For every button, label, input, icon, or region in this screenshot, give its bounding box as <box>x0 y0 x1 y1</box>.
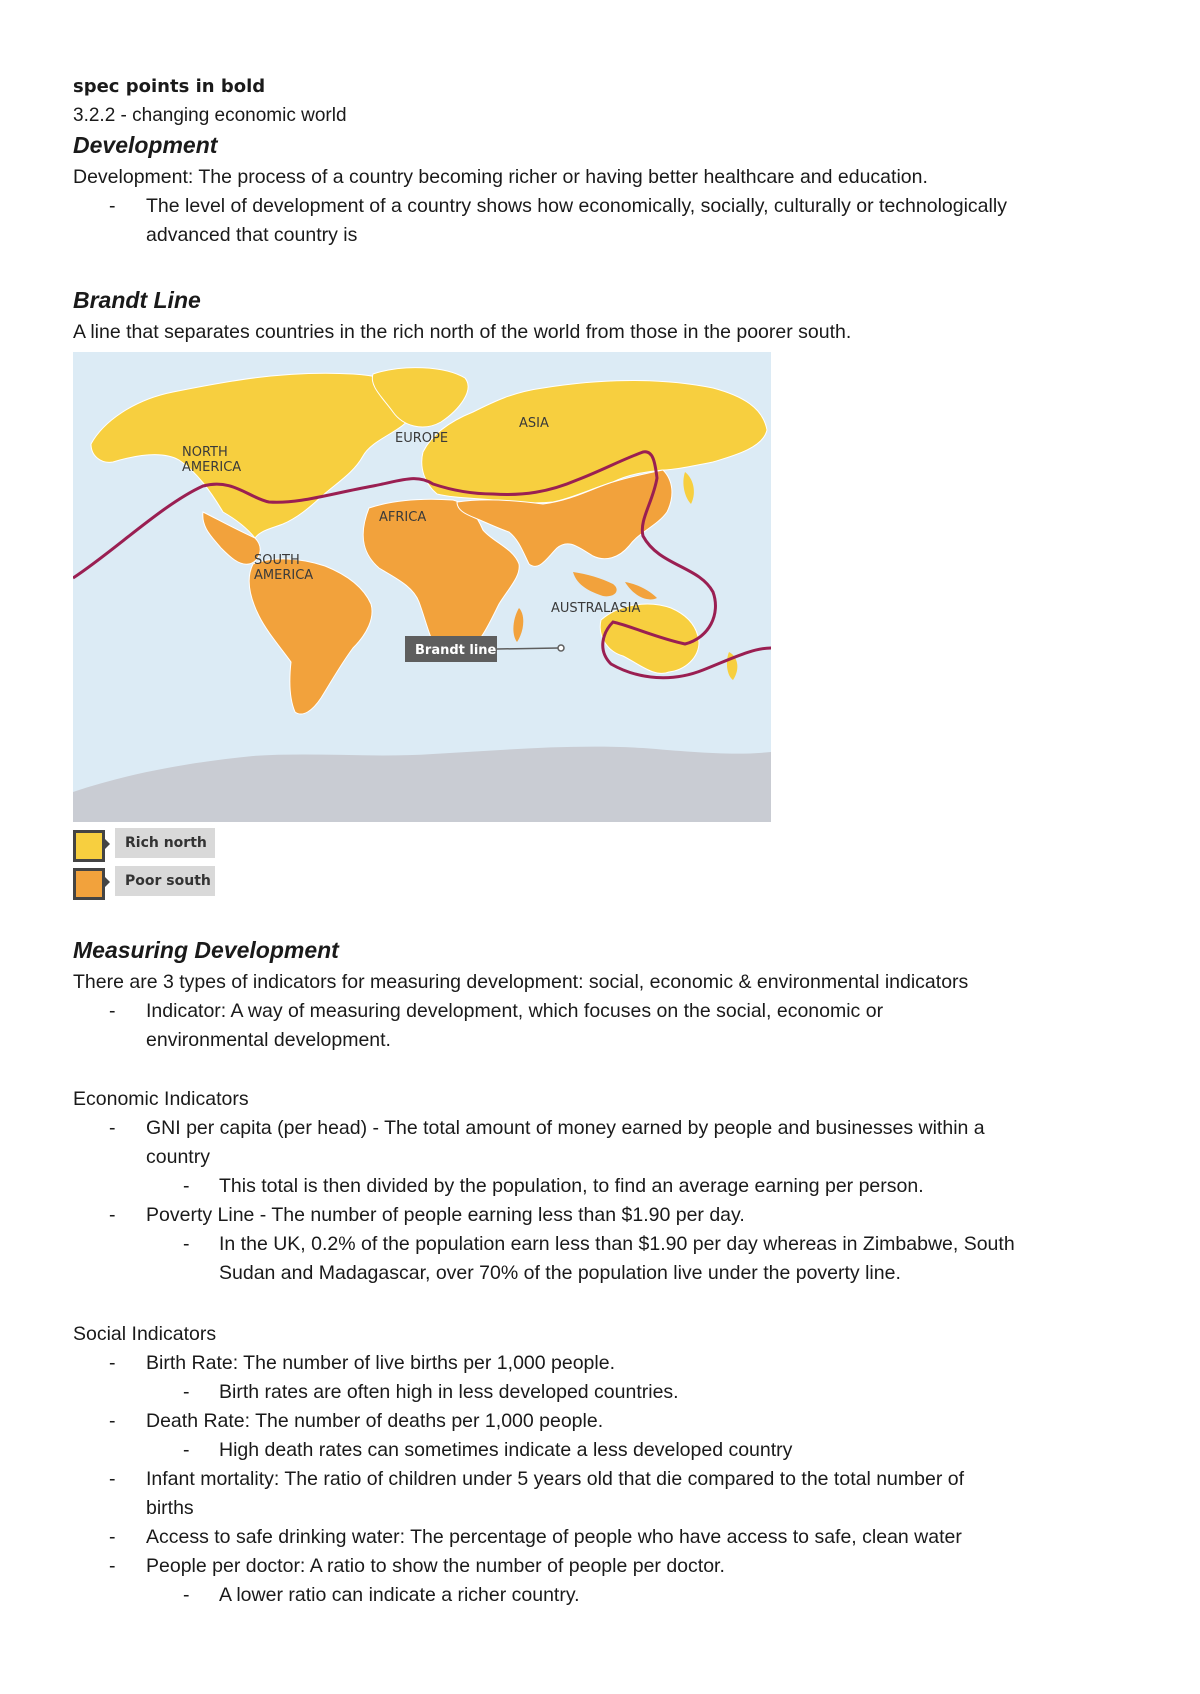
heading-development: Development <box>73 132 218 158</box>
birth-rate-sub: Birth rates are often high in less developed countries. <box>219 1381 679 1403</box>
label-north-america-2: AMERICA <box>182 460 242 475</box>
legend-rich-north <box>73 828 293 860</box>
bullet-dash: - <box>109 1352 116 1374</box>
bullet-dash: - <box>109 1117 116 1139</box>
gni-sub: This total is then divided by the population, to find an average earning per person. <box>219 1175 924 1197</box>
bullet-dash: - <box>109 1410 116 1432</box>
sub-bullet-dash: - <box>183 1584 190 1606</box>
bullet-dash: - <box>109 195 116 217</box>
development-bullet-line1: The level of development of a country shows how economically, socially, culturally or technologically <box>146 195 1007 217</box>
spec-note: spec points in bold <box>73 76 266 97</box>
brandt-line-map <box>73 352 771 822</box>
label-australasia: AUSTRALASIA <box>551 601 641 616</box>
indicator-line1: Indicator: A way of measuring development, which focuses on the social, economic or <box>146 1000 884 1022</box>
indicator-line2: environmental development. <box>146 1029 391 1051</box>
poverty-sub-line2: Sudan and Madagascar, over 70% of the population live under the poverty line. <box>219 1262 901 1284</box>
sub-bullet-dash: - <box>183 1233 190 1255</box>
sub-bullet-dash: - <box>183 1175 190 1197</box>
brandt-definition: A line that separates countries in the rich north of the world from those in the poorer south. <box>73 321 852 343</box>
poor-south-swatch <box>73 868 105 900</box>
death-rate: Death Rate: The number of deaths per 1,000 people. <box>146 1410 604 1432</box>
bullet-dash: - <box>109 1526 116 1548</box>
brandt-line-callout-text: Brandt line <box>415 643 497 658</box>
bullet-dash: - <box>109 1555 116 1577</box>
development-definition: Development: The process of a country becoming richer or having better healthcare and education. <box>73 166 928 188</box>
callout-leader <box>497 648 559 649</box>
heading-social-indicators: Social Indicators <box>73 1323 217 1345</box>
gni-line2: country <box>146 1146 210 1168</box>
heading-brandt-line: Brandt Line <box>73 287 201 313</box>
people-per-doctor-sub: A lower ratio can indicate a richer country. <box>219 1584 580 1606</box>
infant-mortality-line2: births <box>146 1497 194 1519</box>
legend-arrow-icon <box>103 837 110 851</box>
legend-poor-south <box>73 866 293 898</box>
infant-mortality-line1: Infant mortality: The ratio of children under 5 years old that die compared to the total number of <box>146 1468 965 1490</box>
label-africa: AFRICA <box>379 510 427 525</box>
document-subtitle: 3.2.2 - changing economic world <box>73 105 347 126</box>
sub-bullet-dash: - <box>183 1439 190 1461</box>
safe-water: Access to safe drinking water: The percentage of people who have access to safe, clean water <box>146 1526 962 1548</box>
measuring-intro: There are 3 types of indicators for measuring development: social, economic & environmental indicators <box>73 971 969 993</box>
label-north-america-1: NORTH <box>182 445 228 460</box>
gni-line1: GNI per capita (per head) - The total amount of money earned by people and businesses within a <box>146 1117 985 1139</box>
world-map-svg <box>73 352 771 822</box>
heading-economic-indicators: Economic Indicators <box>73 1088 249 1110</box>
poverty-line: Poverty Line - The number of people earning less than $1.90 per day. <box>146 1204 745 1226</box>
legend-poor-label: Poor south <box>115 866 215 896</box>
bullet-dash: - <box>109 1204 116 1226</box>
legend-rich-label: Rich north <box>115 828 215 858</box>
bullet-dash: - <box>109 1468 116 1490</box>
heading-measuring-development: Measuring Development <box>73 937 339 963</box>
label-south-america-2: AMERICA <box>254 568 314 583</box>
rich-north-swatch <box>73 830 105 862</box>
death-rate-sub: High death rates can sometimes indicate a less developed country <box>219 1439 793 1461</box>
sub-bullet-dash: - <box>183 1381 190 1403</box>
label-south-america-1: SOUTH <box>254 553 300 568</box>
callout-point <box>558 645 564 651</box>
development-bullet-line2: advanced that country is <box>146 224 358 246</box>
poverty-sub-line1: In the UK, 0.2% of the population earn less than $1.90 per day whereas in Zimbabwe, South <box>219 1233 1015 1255</box>
bullet-dash: - <box>109 1000 116 1022</box>
label-europe: EUROPE <box>395 431 449 446</box>
legend-arrow-icon <box>103 875 110 889</box>
label-asia: ASIA <box>519 416 549 431</box>
people-per-doctor: People per doctor: A ratio to show the number of people per doctor. <box>146 1555 725 1577</box>
birth-rate: Birth Rate: The number of live births per 1,000 people. <box>146 1352 615 1374</box>
